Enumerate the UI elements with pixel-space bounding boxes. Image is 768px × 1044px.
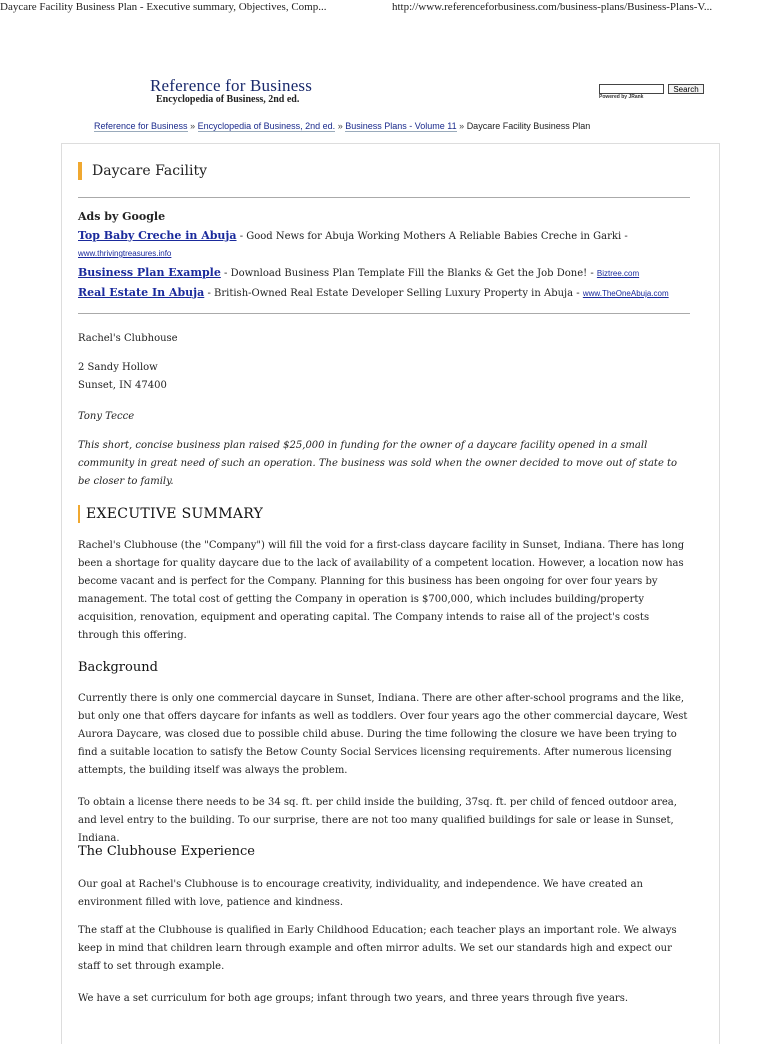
- executive-summary-paragraph: Rachel's Clubhouse (the "Company") will fill the void for a first-class daycare facility in Sunset, Indiana. There has long been a shortage for quality daycare due to the lack of availability of a competent location. However, a location now has become vacant and is perfect for the Company. Planning for this business has been ongoing for over four years by management. The total cost of getting the Company in operation is $700,000, which includes building/property acquisition, renovation, equipment and operating capital. The Company intends to raise all of the project's costs through this offering.: [78, 540, 685, 641]
- ads-label: Ads by Google: [78, 210, 166, 223]
- print-header: [0, 0, 768, 16]
- section-title-background: Background: [78, 660, 158, 675]
- divider: [78, 197, 690, 198]
- print-page-title: Daycare Facility Business Plan - Executive summary, Objectives, Comp...: [0, 1, 327, 13]
- powered-by-label: Powered by JRank: [599, 94, 644, 100]
- site-header: [150, 76, 312, 105]
- address-line-2: Sunset, IN 47400: [78, 380, 167, 391]
- ad-url-link[interactable]: www.thrivingtreasures.info: [78, 249, 172, 258]
- search-input[interactable]: [599, 84, 664, 94]
- clubhouse-paragraph-1: Our goal at Rachel's Clubhouse is to encourage creativity, individuality, and independence. We have created an environment filled with love, patience and kindness.: [78, 879, 643, 908]
- plan-summary: This short, concise business plan raised $25,000 in funding for the owner of a daycare facility opened in a small community in great need of such an operation. The business was sold when the owner decided to move out of state to be closer to family.: [78, 440, 678, 487]
- page-title: Daycare Facility: [92, 163, 208, 179]
- section-title-clubhouse-experience: The Clubhouse Experience: [78, 844, 255, 859]
- breadcrumb-current: Daycare Facility Business Plan: [466, 121, 591, 131]
- breadcrumb-separator: »: [459, 121, 465, 131]
- ad-url-link[interactable]: www.TheOneAbuja.com: [582, 289, 669, 298]
- ad-link[interactable]: Top Baby Creche in Abuja: [78, 229, 237, 242]
- section-title-executive-summary: EXECUTIVE SUMMARY: [86, 506, 264, 522]
- title-accent-bar: [78, 162, 82, 180]
- ad-url-link[interactable]: Biztree.com: [596, 269, 640, 278]
- breadcrumb-separator: »: [190, 121, 196, 131]
- breadcrumb-link-volume[interactable]: Business Plans - Volume 11: [345, 121, 457, 131]
- ad-item: [78, 284, 708, 302]
- clubhouse-paragraph-2: The staff at the Clubhouse is qualified in Early Childhood Education; each teacher plays an important role. We always keep in mind that children learn through example and often mirror adults. We set our standards high and expect our staff to set through example.: [78, 925, 677, 972]
- ad-item: [78, 264, 708, 282]
- breadcrumb-link-encyclopedia[interactable]: Encyclopedia of Business, 2nd ed.: [197, 121, 336, 131]
- background-paragraph-2: To obtain a license there needs to be 34 sq. ft. per child inside the building, 37sq. ft. per child of fenced outdoor area, and level entry to the building. To our surprise, there are not too many qualified buildings for sale or lease in Sunset, Indiana.: [78, 797, 677, 844]
- ad-text: - British-Owned Real Estate Developer Selling Luxury Property in Abuja -: [204, 288, 583, 299]
- clubhouse-paragraph-3: We have a set curriculum for both age groups; infant through two years, and three years through five years.: [78, 993, 629, 1004]
- breadcrumb-separator: »: [337, 121, 343, 131]
- background-paragraph-1: Currently there is only one commercial daycare in Sunset, Indiana. There are other after-school programs and the like, but only one that offers daycare for infants as well as toddlers. Over four years ago the other commercial daycare, West Aurora Daycare, was closed due to possible child abuse. During the time following the closure we have been trying to find a suitable location to satisfy the Betow County Social Services licensing requirements. After numerous licensing attempts, the building itself was always the problem.: [78, 693, 688, 776]
- author-name: Tony Tecce: [78, 411, 135, 422]
- divider: [78, 313, 690, 314]
- address-line-1: 2 Sandy Hollow: [78, 362, 158, 373]
- ad-item: [78, 227, 708, 262]
- breadcrumb-link-home[interactable]: Reference for Business: [94, 121, 188, 131]
- business-name: Rachel's Clubhouse: [78, 333, 178, 344]
- search-button[interactable]: Search: [668, 84, 704, 94]
- section-accent-bar: [78, 505, 80, 523]
- ad-link[interactable]: Business Plan Example: [78, 266, 221, 279]
- site-title-link[interactable]: Reference for Business: [150, 76, 313, 95]
- site-subtitle: Encyclopedia of Business, 2nd ed.: [156, 94, 300, 105]
- breadcrumb: [94, 121, 590, 131]
- print-page-url: http://www.referenceforbusiness.com/business-plans/Business-Plans-V...: [392, 1, 713, 13]
- ad-link[interactable]: Real Estate In Abuja: [78, 286, 205, 299]
- ad-text: - Good News for Abuja Working Mothers A Reliable Babies Creche in Garki -: [236, 231, 628, 242]
- ad-text: - Download Business Plan Template Fill the Blanks & Get the Job Done! -: [220, 268, 597, 279]
